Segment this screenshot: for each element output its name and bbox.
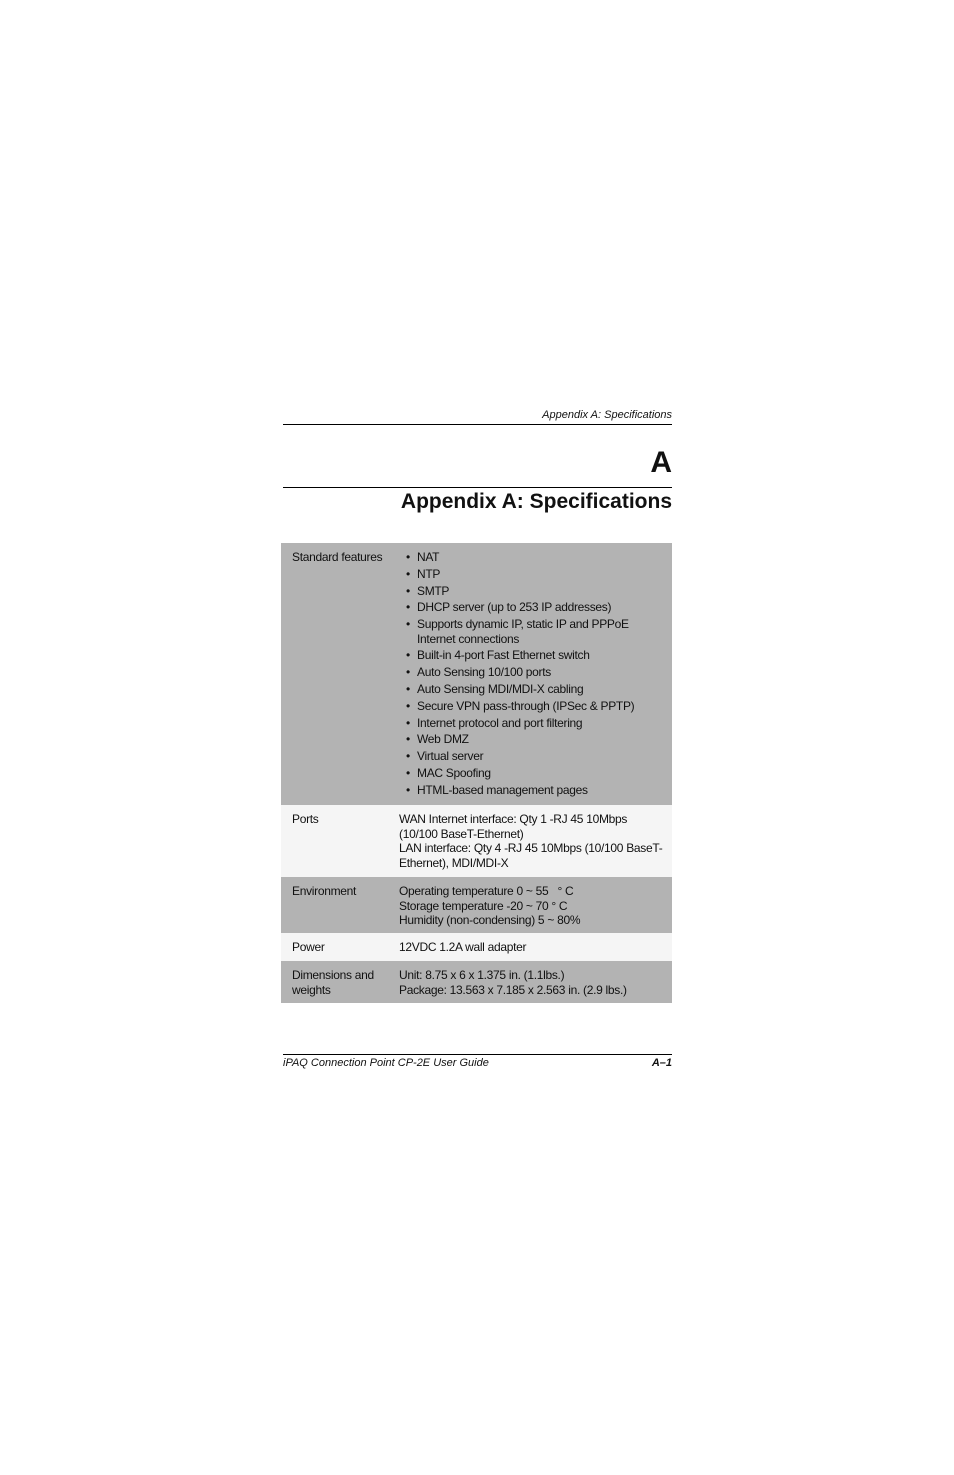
- list-item: • Auto Sensing MDI/MDI-X cabling: [406, 682, 664, 697]
- value-line: 12VDC 1.2A wall adapter: [399, 940, 527, 954]
- page-title: Appendix A: Specifications: [400, 490, 672, 513]
- list-item: • Virtual server: [406, 749, 664, 764]
- value-line: Operating temperature 0 ~ 55 ° C: [399, 884, 574, 898]
- value-line: LAN interface: Qty 4 -RJ 45 10Mbps (10/100 BaseT-Ethernet), MDI/MDI-X: [399, 841, 663, 870]
- footer-guide-title: iPAQ Connection Point CP-2E User Guide: [283, 1057, 489, 1069]
- chapter-letter: A: [650, 446, 672, 479]
- list-item: • MAC Spoofing: [406, 766, 664, 781]
- value-line: WAN Internet interface: Qty 1 -RJ 45 10Mbps (10/100 BaseT-Ethernet): [399, 812, 628, 841]
- list-item: • Web DMZ: [406, 732, 664, 747]
- list-item: • NTP: [406, 567, 664, 582]
- value-line: Humidity (non-condensing) 5 ~ 80%: [399, 913, 581, 927]
- row-value: [399, 550, 672, 805]
- header-rule: [283, 424, 672, 425]
- table-row-environment: [281, 877, 672, 933]
- row-label: Environment: [292, 884, 357, 898]
- list-item: • Secure VPN pass-through (IPSec & PPTP): [406, 699, 664, 714]
- row-label: Ports: [292, 812, 319, 826]
- value-line: Unit: 8.75 x 6 x 1.375 in. (1.1lbs.): [399, 968, 565, 982]
- row-label: Standard features: [292, 550, 383, 564]
- table-row-dimensions: [281, 961, 672, 1003]
- row-value: [399, 968, 672, 1003]
- page-number: A–1: [651, 1057, 672, 1069]
- row-value: [399, 812, 672, 877]
- list-item: • SMTP: [406, 584, 664, 599]
- list-item: • Built-in 4-port Fast Ethernet switch: [406, 648, 664, 663]
- feature-list: [406, 550, 664, 797]
- row-value: [399, 940, 672, 961]
- footer-rule: [283, 1054, 672, 1055]
- list-item: • Supports dynamic IP, static IP and PPPoE Internet connections: [406, 617, 664, 646]
- list-item: • Internet protocol and port filtering: [406, 716, 664, 731]
- list-item: • DHCP server (up to 253 IP addresses): [406, 600, 664, 615]
- row-label: Power: [292, 940, 325, 954]
- list-item: • Auto Sensing 10/100 ports: [406, 665, 664, 680]
- row-label: Dimensions and weights: [292, 968, 374, 997]
- table-row-ports: [281, 805, 672, 877]
- row-value: [399, 884, 672, 933]
- list-item: • HTML-based management pages: [406, 783, 664, 798]
- table-row-standard-features: [281, 543, 672, 805]
- list-item: • NAT: [406, 550, 664, 565]
- table-row-power: [281, 933, 672, 961]
- specifications-table: [281, 543, 672, 1003]
- running-header: Appendix A: Specifications: [542, 409, 672, 421]
- value-line: Package: 13.563 x 7.185 x 2.563 in. (2.9 lbs.): [399, 982, 627, 997]
- value-line: Storage temperature -20 ~ 70 ° C: [399, 898, 568, 913]
